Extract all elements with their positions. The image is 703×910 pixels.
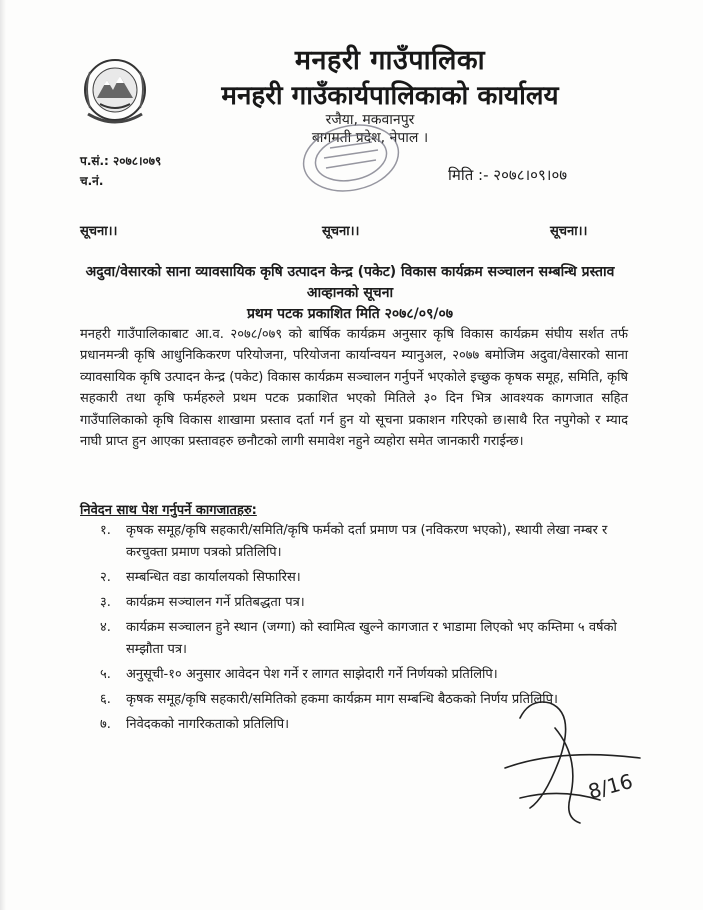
scan-edge [0,0,6,910]
list-item-text: सम्बन्धित वडा कार्यालयको सिफारिस। [126,570,301,585]
list-item-text: कार्यक्रम सञ्चालन गर्ने प्रतिबद्धता पत्र। [126,595,305,610]
reference-number: प.सं.: २०७८।०७९ [80,154,162,168]
office-stamp-icon [296,118,406,198]
notice-heading: अदुवा/वेसारको साना व्यावसायिक कृषि उत्पादन केन्द्र (पकेट) विकास कार्यक्रम सञ्चालन सम्बन्धि प्रस्ताव आव्हानको सूचना [85,264,615,301]
issue-date: मिति :- २०७८।०९।०७ [448,166,568,184]
dispatch-number: च.नं. [80,174,104,188]
list-item-text: कृषक समूह/कृषि सहकारी/समितिको हकमा कार्यक्रम माग सम्बन्धि बैठकको निर्णय प्रतिलिपि। [126,692,558,707]
list-item-number: १. [100,523,111,538]
notice-body: मनहरी गाउँपालिकाबाट आ.व. २०७८/०७९ को बार्षिक कार्यक्रम अनुसार कृषि विकास कार्यक्रम संघीय सर्शत तर्फ प्रधानमन्त्री कृषि आधुनिकिकरण परियोजना, परियोजना कार्यान्वयन म्यानुअल, २०७७ बमोजिम अदुवा/वेसारको साना व्यावसायिक कृषि उत्पादन केन्द्र (पकेट) विकास कार्यक्रम सञ्चालन गर्नुपर्ने भएकोले इच्छुक कृषक समूह, समिति, कृषि सहकारी तथा कृषि फर्महरुले प्रथम पटक प्रकाशित भएको मितिले ३० दिन भित्र आवश्यक कागजात सहित गाउँपालिकाको कृषि विकास शाखामा प्रस्ताव दर्ता गर्न हुन यो सूचना प्रकाशन गरिएको छ।साथै रित नपुगेको र म्याद नाघी प्राप्त हुन आएका प्रस्तावहरु छनौटको लागी समावेश नहुने व्यहोरा समेत जानकारी गराईन्छ। [80,327,628,450]
list-item-text: कार्यक्रम सञ्चालन हुने स्थान (जग्गा) को स्वामित्व खुल्ने कागजात र भाडामा लिएको भए कम्तिमा ५ वर्षको सम्झौता पत्र। [126,620,617,657]
office-title: मनहरी गाउँकार्यपालिकाको कार्यालय [221,81,559,111]
list-item-number: ४. [100,620,111,635]
list-item [100,592,628,614]
list-item-number: ३. [100,595,111,610]
list-item [100,520,628,564]
list-item [100,567,628,589]
notice-label-right: सूचना।। [550,224,588,239]
list-item [100,664,628,686]
signature-date-mark: 8/16 [585,768,636,804]
nepal-emblem-icon [80,52,150,132]
list-item-number: ६. [100,692,111,707]
publication-date: प्रथम पटक प्रकाशित मिति २०७८/०९/०७ [246,306,454,322]
handwritten-signature-icon [500,688,650,838]
list-item-number: २. [100,570,111,585]
address-line-1: रजैया, मकवानपुर [325,112,415,128]
list-item-text: निवेदकको नागरिकताको प्रतिलिपि। [126,717,290,732]
address-line-2: बागमती प्रदेश, नेपाल । [311,130,429,146]
list-item-number: ७. [100,717,111,732]
municipality-title: मनहरी गाउँपालिका [294,45,486,76]
notice-label-left: सूचना।। [80,224,118,239]
list-item-number: ५. [100,667,111,682]
notice-label-center: सूचना।। [322,224,360,239]
list-item-text: कृषक समूह/कृषि सहकारी/समिति/कृषि फर्मको दर्ता प्रमाण पत्र (नविकरण भएको), स्थायी लेखा नम्बर र करचुक्ता प्रमाण पत्रको प्रतिलिपि। [126,523,608,560]
list-item-text: अनुसूची-१० अनुसार आवेदन पेश गर्ने र लागत साझेदारी गर्ने निर्णयको प्रतिलिपि। [126,667,498,682]
list-item [100,617,628,661]
required-documents-heading: निवेदन साथ पेश गर्नुपर्ने कागजातहरु: [80,503,257,518]
